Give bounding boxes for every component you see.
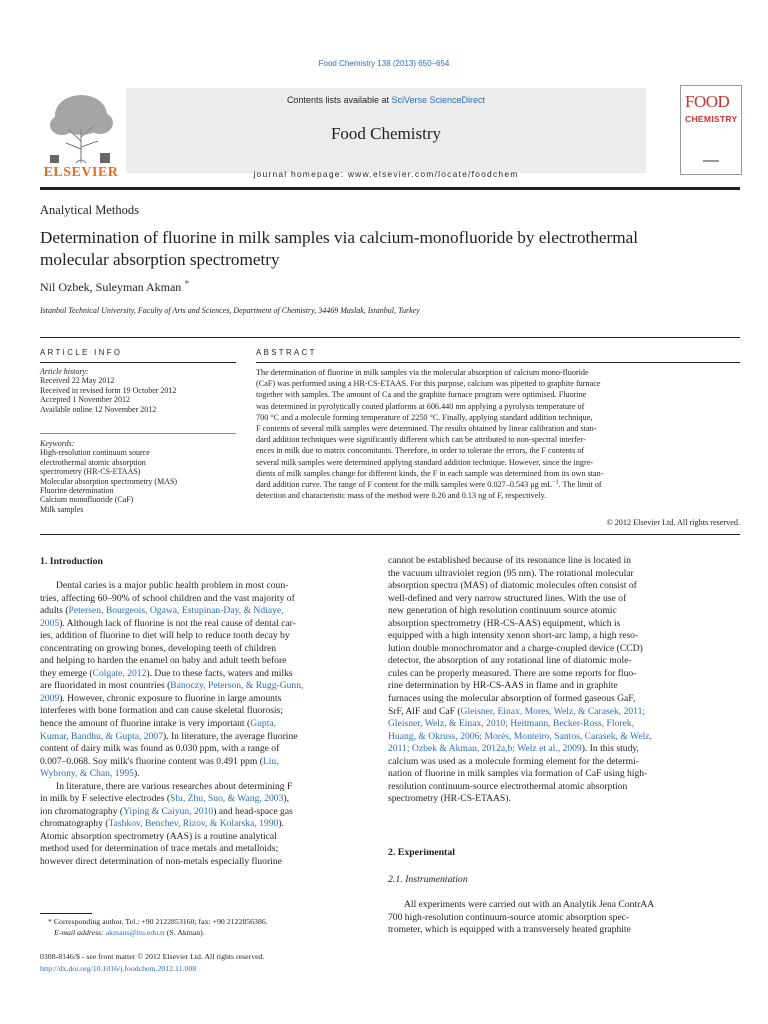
- body-text: ).: [278, 818, 284, 830]
- body-line: [40, 605, 380, 618]
- keyword-item: High-resolution continuum source: [40, 448, 150, 458]
- body-text: adults (: [40, 605, 69, 617]
- body-text: tries, affecting 60–90% of school children and the vast majority of: [40, 592, 295, 604]
- body-text: ion chromatography (: [40, 805, 124, 817]
- body-text: detector, the absorption of any rotational line of diatomic mole-: [388, 655, 632, 667]
- body-line: [388, 655, 740, 668]
- body-text: ). However, chronic exposure to fluorine in large amounts: [59, 692, 282, 704]
- journal-banner: [126, 88, 646, 179]
- abstract-line: several milk samples were determined applying standard addition technique. However, since the ingre-: [256, 457, 594, 467]
- keyword-item: Milk samples: [40, 504, 84, 514]
- email-label: E-mail address:: [54, 928, 106, 937]
- body-text: furnaces using the molecular absorption of formed gaseous GaF,: [388, 693, 636, 705]
- abstract-heading: ABSTRACT: [256, 348, 317, 357]
- email-tail: (S. Akman).: [164, 928, 205, 937]
- body-line: [40, 643, 380, 656]
- intro-heading: 1. Introduction: [40, 556, 103, 567]
- history-received: Received 22 May 2012: [40, 376, 115, 386]
- body-text: equipped with a high intensity xenon short-arc lamp, a high reso-: [388, 630, 639, 642]
- body-line: [40, 781, 380, 794]
- author-names: Nil Ozbek, Suleyman Akman: [40, 280, 182, 294]
- reference-link[interactable]: 2011; Ozbek & Akman, 2012a,b; Welz et al., 2009: [388, 743, 582, 755]
- body-line: trometer, which is equipped with a transversely heated graphite: [388, 924, 631, 936]
- body-line: [388, 768, 740, 781]
- body-line: [40, 806, 380, 819]
- reference-link[interactable]: Huang, & Okruss, 2006; Morés, Monteiro, Santos, Carasek, & Welz,: [388, 730, 652, 742]
- body-line: [40, 743, 380, 756]
- body-line: [388, 693, 740, 706]
- body-text: In literature, there are various researches about determining F: [56, 780, 293, 792]
- abstract-heading-rule: [256, 362, 740, 363]
- masthead-rule: [40, 187, 740, 190]
- body-text: lution double monochromator and a charge-coupled device (CCD): [388, 642, 643, 654]
- masthead: [40, 85, 740, 185]
- abstract-line: [256, 479, 740, 490]
- body-line: [40, 731, 380, 744]
- body-text: 0.007–0.068. Soy milk's fluorine content was 0.491 ppm (: [40, 755, 263, 767]
- body-line: [40, 593, 380, 606]
- body-text: cannot be established because of its resonance line is located in: [388, 555, 631, 566]
- article-section: Analytical Methods: [40, 203, 139, 217]
- cover-title-food: FOOD: [685, 92, 730, 111]
- body-line: [388, 680, 740, 693]
- abstract-line-text: dard addition curve. The range of F content for the milk samples were 0.027–0.543 μg mL: [256, 480, 553, 490]
- body-line: [388, 568, 740, 581]
- abstract-line: dients of milk samples change for different kinds, the F in each sample was determined from its own stan-: [256, 468, 604, 478]
- body-line: [40, 843, 380, 856]
- body-text: resolution continuum-source electrothermal atomic absorption: [388, 780, 628, 792]
- body-line: [40, 768, 380, 781]
- corresponding-footnote: [40, 916, 380, 938]
- author-affiliation: Istanbul Technical University, Faculty of Arts and Sciences, Department of Chemistry, 34469 Maslak, Istanbul, Turkey: [40, 306, 420, 315]
- cover-title-chemistry: CHEMISTRY: [685, 114, 738, 124]
- history-label: Article history:: [40, 367, 89, 376]
- body-line: [40, 818, 380, 831]
- body-line: [388, 706, 740, 719]
- reference-link[interactable]: Liu,: [262, 755, 279, 767]
- intro-left-column: [40, 580, 380, 869]
- body-text: ). In this study,: [581, 743, 639, 755]
- abstract-line-tail: . The limit of: [558, 480, 602, 490]
- reference-link[interactable]: Petersen, Bourgeois, Ogawa, Estupinan-Day, & Ndiaye,: [68, 605, 284, 617]
- body-text: method used for determination of trace metals and metalloids;: [40, 843, 279, 855]
- body-line: [388, 643, 740, 656]
- journal-citation[interactable]: Food Chemistry 138 (2013) 650–654: [318, 59, 450, 68]
- body-text: rine determination by HR-CS-AAS in flame and in graphite: [388, 680, 618, 692]
- reference-link[interactable]: Kumar, Bandhu, & Gupta, 2007: [40, 730, 163, 742]
- body-text: nation of fluorine in milk samples via formation of CaF using high-: [388, 768, 648, 780]
- body-text: ). Due to these facts, waters and milks: [146, 667, 293, 679]
- body-line: [40, 693, 380, 706]
- abstract-line: F contents of several milk samples were determined. The results obtained by linear calibration and stan-: [256, 424, 597, 434]
- body-line: [388, 718, 740, 731]
- body-text: absorption spectra (MAS) of diatomic molecules often consist of: [388, 580, 637, 592]
- body-line: All experiments were carried out with an Analytik Jena ContrAA: [404, 899, 655, 910]
- abstract-copyright: © 2012 Elsevier Ltd. All rights reserved.: [606, 518, 740, 527]
- reference-link[interactable]: Banoczy, Peterson, & Rugg-Gunn,: [170, 680, 304, 692]
- info-top-rule: [40, 337, 740, 338]
- body-text: hence the amount of fluorine intake is very important (: [40, 718, 251, 730]
- journal-homepage[interactable]: journal homepage: www.elsevier.com/locate/foodchem: [253, 169, 519, 179]
- body-text: however direct determination of non-metals especially fluorine: [40, 856, 282, 868]
- body-text: content of dairy milk was found as 0.030 ppm, with a range of: [40, 743, 280, 755]
- body-text: ).: [133, 768, 140, 780]
- body-line: [40, 680, 380, 693]
- body-line: [388, 793, 740, 806]
- body-line: [40, 630, 380, 643]
- reference-link[interactable]: Gupta,: [250, 718, 277, 730]
- keyword-item: electrothermal atomic absorption: [40, 457, 146, 467]
- journal-name: Food Chemistry: [330, 124, 442, 143]
- reference-link[interactable]: Gleisner, Einax, Mores, Welz, & Carasek, 2011;: [460, 705, 646, 717]
- abstract-line: detection and characteristic mass of the method were 0.26 and 0.13 ng of F, respectively.: [256, 491, 547, 501]
- body-line: [388, 756, 740, 769]
- reference-link[interactable]: Gleisner, Welz, & Einax, 2010; Heitmann, Becker-Ross, Florek,: [388, 718, 634, 730]
- keywords-label: Keywords:: [40, 439, 75, 448]
- history-accepted: Accepted 1 November 2012: [40, 395, 130, 405]
- body-text: they emerge (: [40, 667, 93, 679]
- history-online: Available online 12 November 2012: [40, 404, 157, 414]
- reference-link[interactable]: 2009: [40, 692, 60, 704]
- body-text: ),: [283, 793, 289, 805]
- body-text: are fluoridated in most countries (: [40, 680, 171, 692]
- footnote-rule: [40, 913, 92, 914]
- body-text: ). Although lack of fluorine is not the real cause of dental car-: [59, 617, 296, 629]
- body-line: [388, 668, 740, 681]
- reference-link[interactable]: 2005: [40, 617, 60, 629]
- body-line: [388, 618, 740, 631]
- body-text: the vacuum ultraviolet region (95 nm). The rotational molecular: [388, 567, 634, 579]
- body-text: ies, addition of fluorine to diet will help to reduce tooth decay by: [40, 630, 290, 642]
- abstract-line: was determined in pyrolytically coated platforms at 606.440 nm applying a pyrolysis temperature of: [256, 401, 585, 411]
- abstract-line: dard addition techniques were significantly different which can be attributed to non-spectral interfer-: [256, 435, 586, 445]
- body-line: [40, 756, 380, 769]
- body-text: absorption spectrometry (HR-CS-AAS) equipment, which is: [388, 617, 621, 629]
- body-text: SrF, AlF and CaF (: [388, 705, 461, 717]
- reference-link[interactable]: Yiping & Caiyun, 2010: [123, 805, 214, 817]
- body-text: interferes with bone formation and can cause skeletal fluorosis;: [40, 705, 283, 717]
- footnote-contact: * Corresponding author. Tel.: +90 2122853160; fax: +90 2122856386.: [48, 917, 268, 926]
- body-line: [388, 781, 740, 794]
- experimental-heading: 2. Experimental: [388, 847, 455, 858]
- body-line: [388, 731, 740, 744]
- body-line: [40, 718, 380, 731]
- body-line: [40, 856, 380, 869]
- history-revised: Received in revised form 19 October 2012: [40, 385, 177, 395]
- keyword-item: Molecular absorption spectrometry (MAS): [40, 476, 178, 486]
- cover-logo-bar: [703, 160, 719, 162]
- reference-link[interactable]: Wybrony, & Chan, 1995: [40, 768, 134, 780]
- article-authors: [40, 279, 189, 295]
- reference-link[interactable]: Colgate, 2012: [92, 667, 147, 679]
- body-text: cules can be properly measured. There are some reports for fluo-: [388, 667, 637, 679]
- body-line: [388, 743, 740, 756]
- body-text: new generation of high resolution continuum source atomic: [388, 605, 617, 617]
- body-line: [40, 580, 380, 593]
- contents-prefix: Contents lists available at: [286, 95, 392, 105]
- body-text: and helping to harden the enamel on baby and adult teeth before: [40, 655, 287, 667]
- body-text: calcium was used as a molecule forming element for the determi-: [388, 755, 639, 767]
- abstract-line: ences in milk due to matrix concomitants. Therefore, in order to tolerate the errors, the F contents of: [256, 446, 585, 456]
- intro-right-column: [388, 555, 740, 806]
- abstract-line: 700 °C and a molecule forming temperature of 2250 °C. Finally, applying standard addition technique,: [256, 412, 593, 422]
- body-line: 700 high-resolution continuum-source atomic absorption spec-: [388, 911, 630, 923]
- body-line: [388, 593, 740, 606]
- body-text: ) and head-space gas: [213, 805, 293, 817]
- publisher-name: ELSEVIER: [43, 165, 119, 180]
- article-history: [40, 367, 240, 414]
- body-line: [40, 655, 380, 668]
- article-info-heading: ARTICLE INFO: [40, 348, 123, 357]
- body-line: [40, 793, 380, 806]
- keyword-item: Calcium monofluoride (CaF): [40, 495, 134, 505]
- sciencedirect-link[interactable]: SciVerse ScienceDirect: [391, 95, 486, 105]
- keyword-item: Fluorine determination: [40, 486, 114, 496]
- body-line: [40, 831, 380, 844]
- abstract-body: [256, 367, 740, 501]
- reference-link[interactable]: Tashkov, Benchev, Rizov, & Kolarska, 1990: [108, 818, 279, 830]
- body-text: well-defined and very narrow structured lines. With the use of: [388, 592, 627, 604]
- article-title: Determination of fluorine in milk samples via calcium-monofluoride by electrothermal molecular absorption spectrometry: [40, 228, 639, 269]
- corresponding-author-mark[interactable]: *: [184, 279, 190, 290]
- body-line: [40, 705, 380, 718]
- body-text: spectrometry (HR-CS-ETAAS).: [388, 793, 511, 805]
- body-text: chromatography (: [40, 818, 109, 830]
- body-text: ). In literature, the average fluorine: [163, 730, 298, 742]
- body-text: Atomic absorption spectrometry (AAS) is a routine analytical: [40, 830, 277, 842]
- body-text: Dental caries is a major public health problem in most coun-: [56, 580, 289, 591]
- reference-link[interactable]: Shı, Zhu, Suo, & Wang, 2003: [170, 793, 284, 805]
- info-heading-rule: [40, 362, 236, 363]
- keyword-item: spectrometry (HR-CS-ETAAS): [40, 467, 141, 477]
- abstract-line: together with samples. The amount of Ca and the graphite furnace program were optimised. Fluorine: [256, 390, 587, 400]
- doi-link[interactable]: http://dx.doi.org/10.1016/j.foodchem.2012.11.008: [40, 963, 197, 973]
- body-text: concentrating on growing bones, developing teeth of children: [40, 642, 277, 654]
- body-line: [388, 580, 740, 593]
- unit-superscript: −1: [552, 479, 559, 486]
- info-bottom-rule: [40, 534, 740, 535]
- contents-line: [126, 95, 646, 105]
- body-text: in milk by F selective electrodes (: [40, 793, 171, 805]
- keywords-rule: [40, 433, 236, 434]
- abstract-line: The determination of fluorine in milk samples via the molecular absorption of calcium mono-fluoride: [256, 368, 589, 377]
- body-line: [388, 605, 740, 618]
- email-link[interactable]: akmans@itu.edu.tr: [105, 928, 165, 937]
- body-line: [388, 555, 740, 568]
- instrumentation-body: [388, 899, 740, 937]
- keywords-block: [40, 439, 240, 514]
- body-line: [40, 618, 380, 631]
- body-line: [388, 630, 740, 643]
- body-line: [40, 668, 380, 681]
- abstract-line: (CaF) was performed using a HR-CS-ETAAS. For this purpose, calcium was pipetted to graphite furnace: [256, 379, 601, 389]
- journal-cover-thumbnail: [680, 85, 742, 175]
- issn-line: 0308-8146/$ - see front matter © 2012 Elsevier Ltd. All rights reserved.: [40, 952, 265, 961]
- instrumentation-subheading: 2.1. Instrumentation: [388, 874, 468, 885]
- front-matter: [40, 951, 264, 974]
- footnote-email-line: [40, 927, 380, 938]
